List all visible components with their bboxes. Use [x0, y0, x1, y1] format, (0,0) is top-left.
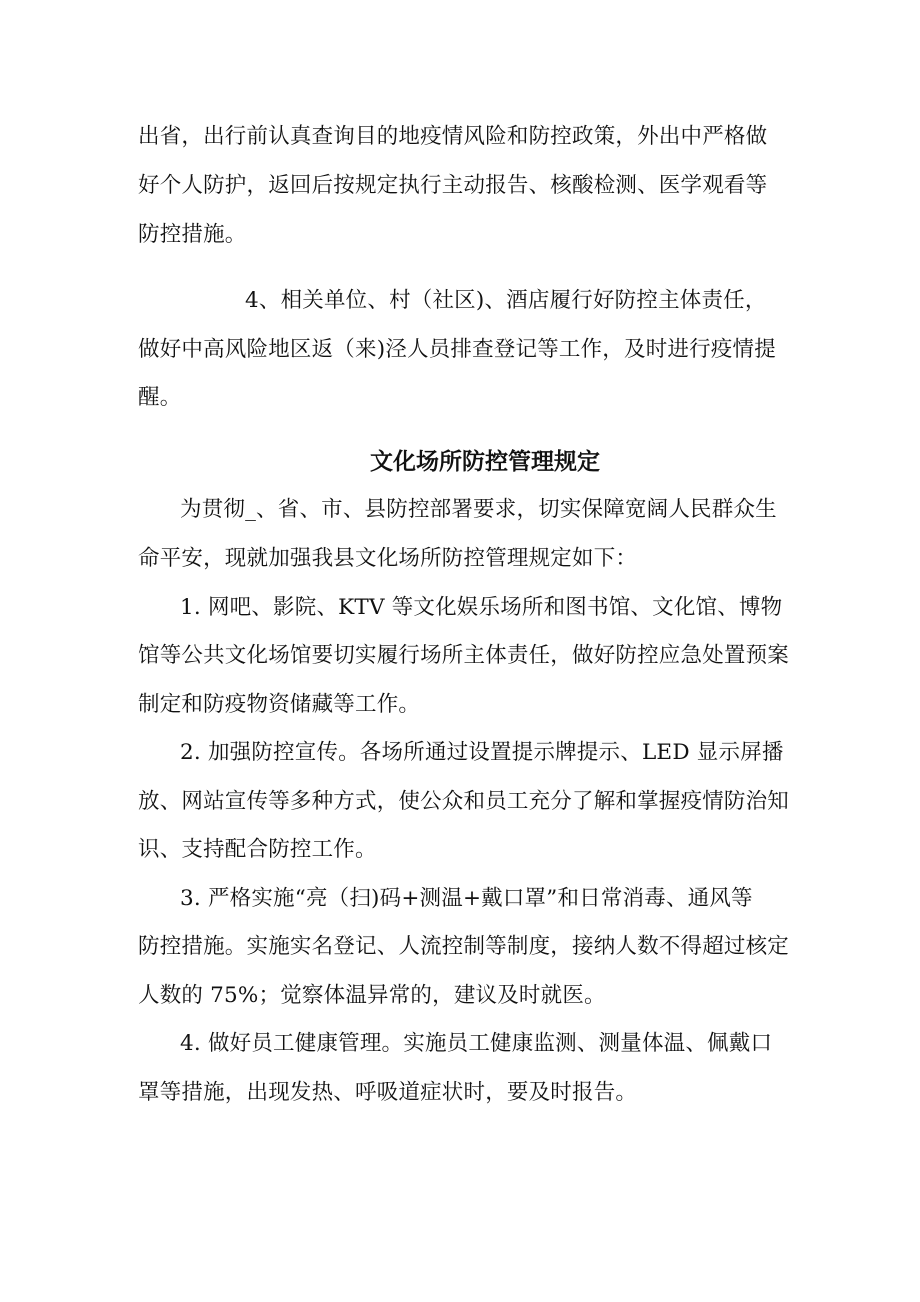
list-item-line: 4. 做好员工健康管理。实施员工健康监测、测量体温、佩戴口 [180, 1031, 773, 1056]
text-line: 好个人防护，返回后按规定执行主动报告、核酸检测、医学观看等 [138, 173, 768, 198]
text-line: 为贯彻_、省、市、县防控部署要求，切实保障宽阔人民群众生 [180, 497, 777, 522]
text-line: 馆等公共文化场馆要切实履行场所主体责任，做好防控应急处置预案 [138, 643, 790, 668]
text-line: 人数的 75%；觉察体温异常的，建议及时就医。 [138, 983, 606, 1008]
section-heading: 文化场所防控管理规定 [370, 449, 600, 475]
text-line: 放、网站宣传等多种方式，使公众和员工充分了解和掌握疫情防治知 [138, 789, 790, 814]
text-line: 防控措施。实施实名登记、人流控制等制度，接纳人数不得超过核定 [138, 934, 790, 959]
text-line: 识、支持配合防控工作。 [138, 837, 377, 862]
text-line: 醒。 [138, 385, 182, 410]
text-line: 4、相关单位、村（社区)、酒店履行好防控主体责任， [245, 288, 767, 313]
list-item-line: 1. 网吧、影院、KTV 等文化娱乐场所和图书馆、文化馆、博物 [180, 595, 783, 620]
list-item-line: 3. 严格实施“亮（扫)码+测温+戴口罩”和日常消毒、通风等 [180, 886, 753, 911]
text-line: 制定和防疫物资储藏等工作。 [138, 692, 421, 717]
list-item-line: 2. 加强防控宣传。各场所通过设置提示牌提示、LED 显示屏播 [180, 740, 784, 765]
text-line: 罩等措施，出现发热、呼吸道症状时，要及时报告。 [138, 1080, 638, 1105]
text-line: 做好中高风险地区返（来)泾人员排查登记等工作，及时进行疫情提 [138, 337, 776, 362]
text-line: 命平安，现就加强我县文化场所防控管理规定如下： [138, 546, 638, 571]
text-line: 防控措施。 [138, 222, 247, 247]
text-line: 出省，出行前认真查询目的地疫情风险和防控政策，外出中严格做 [138, 124, 768, 149]
